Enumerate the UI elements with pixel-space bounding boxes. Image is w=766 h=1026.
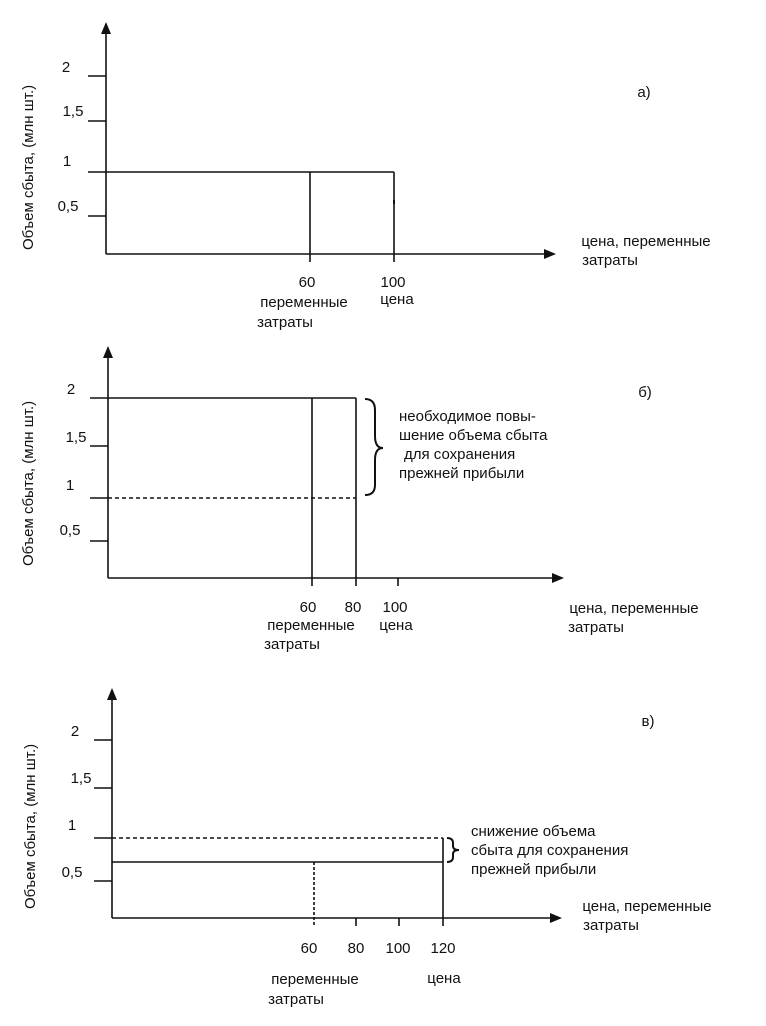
- brace-note-line2: шение объема сбыта: [399, 427, 548, 444]
- brace-note-line1: снижение объема: [471, 823, 596, 840]
- y-tick-label-2: 2: [61, 59, 71, 76]
- x-axis-label-line2: затраты: [582, 252, 638, 269]
- y-tick-label-0-5: 0,5: [61, 864, 83, 881]
- y-tick-label-2: 2: [70, 723, 80, 740]
- panel-a: [88, 24, 554, 262]
- x-tick-label-120: 120: [430, 940, 456, 957]
- brace-note-line4: прежней прибыли: [399, 465, 525, 482]
- var-costs-label-line2: затраты: [264, 636, 320, 653]
- x-axis-label-line1: цена, переменные: [582, 898, 712, 915]
- brace: [365, 399, 383, 495]
- x-tick-label-80: 80: [344, 599, 362, 616]
- panel-a-text: [20, 59, 711, 331]
- y-tick-label-1-5: 1,5: [65, 429, 87, 446]
- x-tick-label-60: 60: [299, 599, 317, 616]
- brace-note-line3: прежней прибыли: [471, 861, 597, 878]
- x-axis-label-line2: затраты: [583, 917, 639, 934]
- panel-c: [94, 690, 560, 926]
- panel-b-text: [20, 381, 699, 653]
- brace-note-line3: для сохранения: [404, 446, 516, 463]
- panel-tag: в): [641, 713, 655, 730]
- x-axis-label-line1: цена, переменные: [569, 600, 699, 617]
- var-costs-label-line1: переменные: [260, 294, 348, 311]
- panel-tag: б): [638, 384, 652, 401]
- price-label: цена: [379, 617, 413, 634]
- x-tick-label-60: 60: [298, 274, 316, 291]
- y-axis-label: Объем сбыта, (млн шт.): [20, 400, 37, 566]
- var-costs-label-line2: затраты: [257, 314, 313, 331]
- y-tick-label-2: 2: [66, 381, 76, 398]
- panel-tag: а): [637, 84, 651, 101]
- brace-note-line1: необходимое повы-: [399, 408, 536, 425]
- y-tick-label-1-5: 1,5: [70, 770, 92, 787]
- x-tick-label-60: 60: [300, 940, 318, 957]
- panel-c-text: [22, 713, 712, 1008]
- x-tick-label-100: 100: [385, 940, 411, 957]
- y-tick-label-1: 1: [67, 817, 77, 834]
- y-axis-label: Объем сбыта, (млн шт.): [20, 84, 37, 250]
- brace-note-line2: сбыта для сохранения: [471, 842, 629, 859]
- y-tick-label-1: 1: [65, 477, 75, 494]
- x-tick-label-100: 100: [382, 599, 408, 616]
- y-tick-label-1-5: 1,5: [62, 103, 84, 120]
- y-axis-label: Объем сбыта, (млн шт.): [22, 743, 39, 909]
- price-label: цена: [427, 970, 461, 987]
- brace: [447, 838, 459, 862]
- x-axis-label-line1: цена, переменные: [581, 233, 711, 250]
- var-costs-label-line2: затраты: [268, 991, 324, 1008]
- var-costs-label-line1: переменные: [267, 617, 355, 634]
- y-tick-label-0-5: 0,5: [59, 522, 81, 539]
- y-tick-label-0-5: 0,5: [57, 198, 79, 215]
- x-tick-label-100: 100: [380, 274, 406, 291]
- price-label: цена: [380, 291, 414, 308]
- x-tick-label-80: 80: [347, 940, 365, 957]
- x-axis-label-line2: затраты: [568, 619, 624, 636]
- var-costs-label-line1: переменные: [271, 971, 359, 988]
- y-tick-label-1: 1: [62, 153, 72, 170]
